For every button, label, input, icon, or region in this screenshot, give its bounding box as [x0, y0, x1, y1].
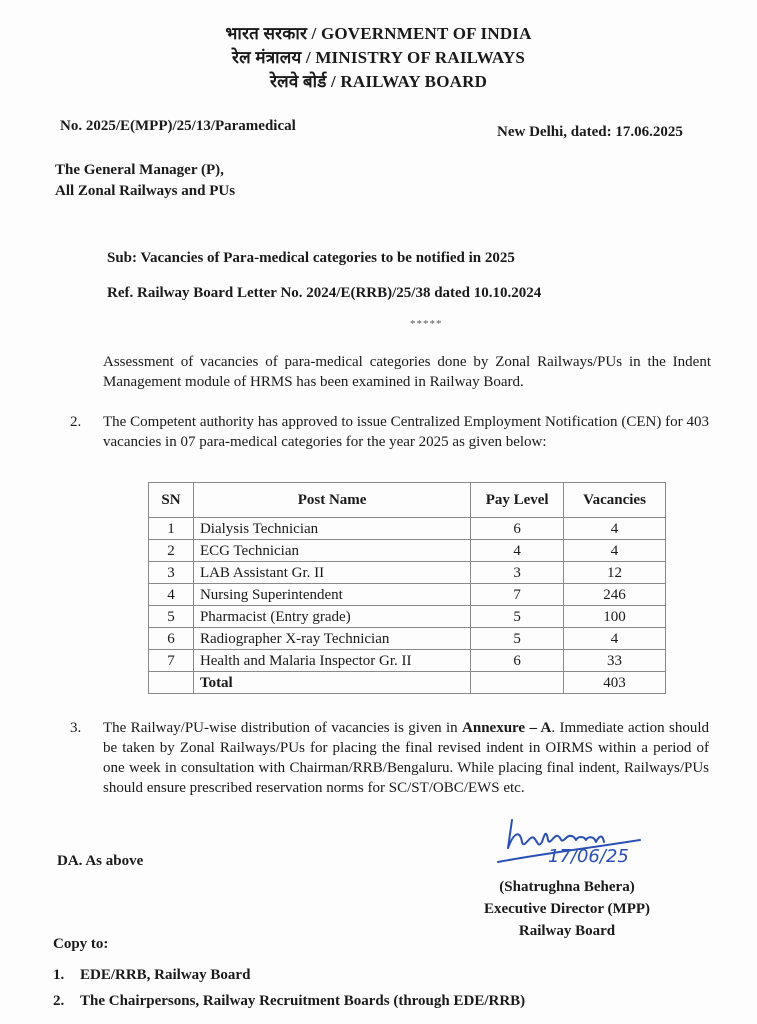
- copy-item-text: EDE/RRB, Railway Board: [80, 967, 251, 983]
- place-date: New Delhi, dated: 17.06.2025: [497, 124, 683, 140]
- cell-post: Dialysis Technician: [193, 518, 470, 540]
- separator: /: [326, 72, 341, 91]
- table-row: [149, 562, 666, 584]
- cell-sn: 7: [149, 650, 194, 672]
- cell-sn: 1: [149, 518, 194, 540]
- copy-item: [53, 962, 525, 988]
- cell-pay-level: 6: [471, 650, 564, 672]
- table-row: [149, 650, 666, 672]
- cell-sn: 2: [149, 540, 194, 562]
- cell-vacancies: 12: [564, 562, 666, 584]
- cell-post: Radiographer X-ray Technician: [193, 628, 470, 650]
- copy-item-text: The Chairpersons, Railway Recruitment Boards (through EDE/RRB): [80, 993, 526, 1009]
- copy-to-list: [53, 962, 525, 1014]
- documents-attached: DA. As above: [57, 853, 144, 869]
- header-sn: SN: [149, 483, 194, 518]
- cell-vacancies: 4: [564, 628, 666, 650]
- english-board: RAILWAY BOARD: [340, 72, 488, 91]
- signer-title: Executive Director (MPP): [483, 901, 651, 917]
- table-header-row: [149, 483, 666, 518]
- header-vacancies: Vacancies: [564, 483, 666, 518]
- table-row: [149, 540, 666, 562]
- cell-sn-empty: [149, 672, 194, 694]
- annexure-reference: Annexure – A: [462, 720, 552, 736]
- addressee: [55, 160, 235, 202]
- cell-pay-level: 5: [471, 628, 564, 650]
- text-part: . Immediate action should be taken by Zonal Railways/PUs for placing the final revised indent in OIRMS within a period of one week in consultation with Chairman/RRB/Bengaluru. While placing final indent, Railways/PUs should ensure prescribed reservation norms for SC/ST/OBC/EWS etc.: [103, 720, 709, 796]
- signer-name: (Shatrughna Behera): [499, 879, 635, 895]
- cell-post: Pharmacist (Entry grade): [193, 606, 470, 628]
- hindi-board: रेलवे बोर्ड: [269, 72, 327, 91]
- letterhead-line-board: [0, 70, 757, 94]
- header-pay-level: Pay Level: [471, 483, 564, 518]
- table-row: [149, 518, 666, 540]
- paragraph-1: Assessment of vacancies of para-medical categories done by Zonal Railways/PUs in the Indent Management module of HRMS has been examined in Railway Board.: [103, 354, 711, 390]
- signer-organisation: Railway Board: [518, 923, 616, 939]
- english-government: GOVERNMENT OF INDIA: [320, 24, 532, 43]
- signature-date: 17/06/25: [548, 846, 629, 867]
- paragraph-number: 3.: [70, 720, 82, 736]
- cell-vacancies: 33: [564, 650, 666, 672]
- cell-pay-level: 3: [471, 562, 564, 584]
- table-row: [149, 606, 666, 628]
- letterhead: [0, 22, 757, 94]
- cell-pay-level: 5: [471, 606, 564, 628]
- paragraph-2: [70, 412, 711, 452]
- separator-stars: *****: [410, 318, 443, 330]
- cell-vacancies: 4: [564, 540, 666, 562]
- header-post-name: Post Name: [193, 483, 470, 518]
- copy-item-number: 1.: [53, 967, 65, 983]
- cell-pay-level-empty: [471, 672, 564, 694]
- copy-item-number: 2.: [53, 993, 65, 1009]
- signer-block: [452, 876, 682, 942]
- subject-line: Sub: Vacancies of Para-medical categories to be notified in 2025: [107, 250, 515, 266]
- text-part: The Railway/PU-wise distribution of vacancies is given in: [103, 720, 463, 736]
- table-total-row: [149, 672, 666, 694]
- signature-icon: [490, 812, 680, 872]
- cell-post: LAB Assistant Gr. II: [193, 562, 470, 584]
- table-row: [149, 628, 666, 650]
- cell-vacancies: 246: [564, 584, 666, 606]
- hindi-ministry: रेल मंत्रालय: [232, 48, 302, 67]
- cell-sn: 5: [149, 606, 194, 628]
- addressee-line-2: All Zonal Railways and PUs: [55, 183, 236, 199]
- cell-pay-level: 4: [471, 540, 564, 562]
- cell-sn: 4: [149, 584, 194, 606]
- cell-post: Health and Malaria Inspector Gr. II: [193, 650, 470, 672]
- cell-sn: 6: [149, 628, 194, 650]
- copy-to-label: Copy to:: [53, 936, 109, 952]
- total-label: Total: [193, 672, 470, 694]
- cell-vacancies: 4: [564, 518, 666, 540]
- letterhead-line-ministry: [0, 46, 757, 70]
- copy-item: [53, 988, 525, 1014]
- vacancy-table: [148, 482, 666, 694]
- cell-post: Nursing Superintendent: [193, 584, 470, 606]
- total-value: 403: [564, 672, 666, 694]
- english-ministry: MINISTRY OF RAILWAYS: [315, 48, 525, 67]
- separator: /: [301, 48, 316, 67]
- paragraph-text: The Competent authority has approved to issue Centralized Employment Notification (CEN) for 403 vacancies in 07 para-medical categories for the year 2025 as given below:: [103, 414, 709, 450]
- cell-pay-level: 6: [471, 518, 564, 540]
- cell-pay-level: 7: [471, 584, 564, 606]
- reference-line: Ref. Railway Board Letter No. 2024/E(RRB)/25/38 dated 10.10.2024: [107, 285, 542, 301]
- paragraph-number: 2.: [70, 414, 82, 430]
- reference-number: No. 2025/E(MPP)/25/13/Paramedical: [60, 118, 296, 134]
- hindi-government: भारत सरकार: [225, 24, 308, 43]
- table-row: [149, 584, 666, 606]
- paragraph-3: [70, 718, 711, 798]
- letterhead-line-government: [0, 22, 757, 46]
- addressee-line-1: The General Manager (P),: [55, 162, 224, 178]
- separator: /: [307, 24, 321, 43]
- paragraph-text: [103, 718, 709, 798]
- cell-vacancies: 100: [564, 606, 666, 628]
- cell-post: ECG Technician: [193, 540, 470, 562]
- cell-sn: 3: [149, 562, 194, 584]
